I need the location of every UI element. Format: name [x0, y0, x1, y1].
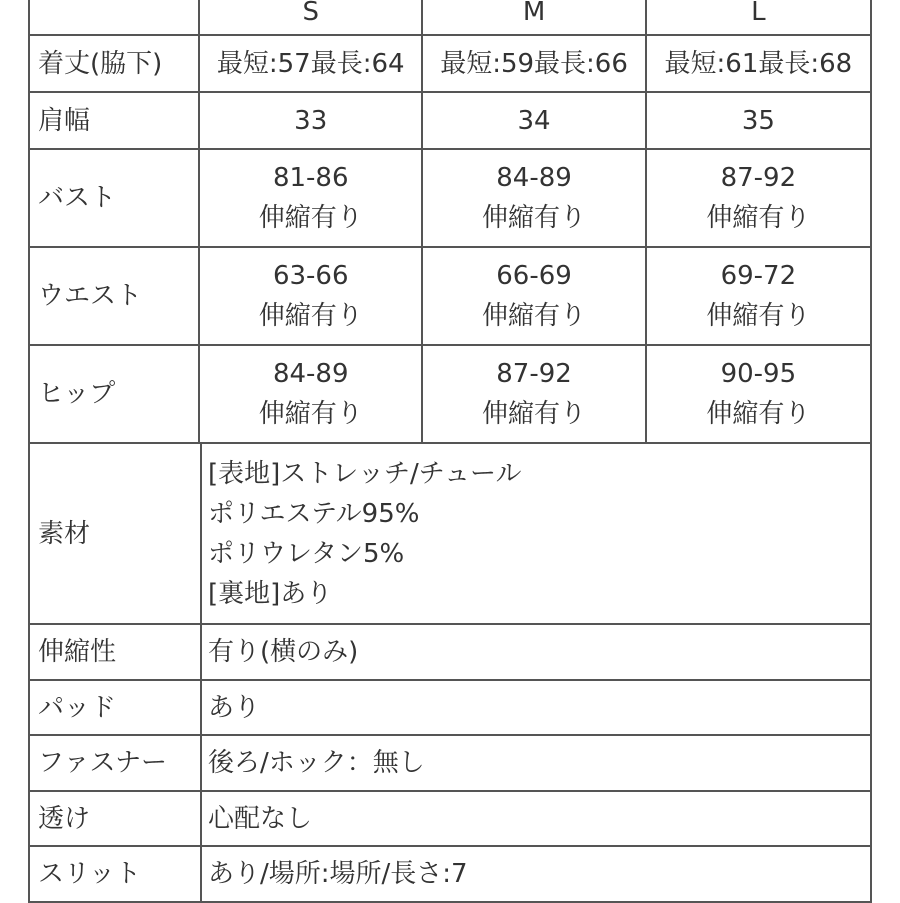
size-s-header: S: [200, 0, 423, 34]
hip-row: [28, 346, 872, 444]
fastener-row: [28, 736, 872, 792]
waist-row: [28, 248, 872, 346]
bust-s-value: 81-86: [272, 163, 349, 193]
bust-s: [200, 150, 423, 246]
waist-s: [200, 248, 423, 344]
bust-m-note: 伸縮有り: [482, 203, 587, 233]
hip-m-note: 伸縮有り: [482, 399, 587, 429]
hip-s: [200, 346, 423, 442]
stretch-value: 有り(横のみ): [208, 637, 359, 667]
header-empty-cell: [30, 0, 200, 34]
sheer-label: 透け: [30, 792, 202, 845]
material-line-4: [裏地]あり: [208, 578, 333, 609]
slit-label: スリット: [30, 847, 202, 901]
hip-s-value: 84-89: [272, 359, 349, 389]
shoulder-l: 35: [741, 105, 775, 136]
slit-value: あり/場所:場所/長さ:7: [208, 859, 468, 889]
waist-m-value: 66-69: [496, 261, 572, 291]
bust-label: バスト: [30, 150, 200, 246]
bust-l-note: 伸縮有り: [706, 203, 811, 233]
size-table: [28, 0, 872, 903]
waist-s-note: 伸縮有り: [258, 301, 363, 331]
shoulder-row: [28, 93, 872, 150]
waist-m-note: 伸縮有り: [482, 301, 587, 331]
bust-l: [647, 150, 870, 246]
waist-m: [423, 248, 646, 344]
waist-l: [647, 248, 870, 344]
waist-l-note: 伸縮有り: [706, 301, 811, 331]
bust-m-value: 84-89: [496, 163, 572, 193]
material-line-2: ポリエステル95%: [208, 498, 420, 529]
waist-s-value: 63-66: [272, 261, 349, 291]
length-l: 最短:61最長:68: [664, 48, 853, 79]
size-l-header: L: [751, 0, 766, 27]
length-m: 最短:59最長:66: [423, 36, 646, 91]
length-s: 最短:57最長:64: [200, 36, 423, 91]
sheer-row: [28, 792, 872, 847]
hip-label: ヒップ: [30, 346, 200, 442]
hip-m: [423, 346, 646, 442]
hip-l: [647, 346, 870, 442]
hip-l-value: 90-95: [720, 359, 797, 389]
size-header-row: [28, 0, 872, 36]
material-line-1: [表地]ストレッチ/チュール: [208, 458, 522, 489]
pad-row: [28, 681, 872, 736]
pad-label: パッド: [30, 681, 202, 734]
waist-label: ウエスト: [30, 248, 200, 344]
hip-l-note: 伸縮有り: [706, 399, 811, 429]
bust-row: [28, 150, 872, 248]
hip-s-note: 伸縮有り: [258, 399, 363, 429]
stretch-row: [28, 625, 872, 681]
bust-m: [423, 150, 646, 246]
waist-l-value: 69-72: [720, 261, 797, 291]
size-m-header: M: [423, 0, 646, 34]
slit-row: [28, 847, 872, 903]
hip-m-value: 87-92: [496, 359, 572, 389]
material-line-3: ポリウレタン5%: [208, 538, 405, 569]
fastener-label: ファスナー: [30, 736, 202, 790]
shoulder-m: 34: [423, 93, 646, 148]
material-row: [28, 444, 872, 625]
material-label: 素材: [30, 444, 202, 623]
material-value: [202, 444, 870, 623]
length-row: [28, 36, 872, 93]
length-label: 着丈(脇下): [30, 36, 200, 91]
stretch-label: 伸縮性: [30, 625, 202, 679]
sheer-value: 心配なし: [208, 803, 313, 834]
shoulder-s: 33: [200, 93, 423, 148]
pad-value: あり: [208, 692, 261, 723]
bust-s-note: 伸縮有り: [258, 203, 363, 233]
shoulder-label: 肩幅: [30, 93, 200, 148]
fastener-value: 後ろ/ホック：無し: [208, 748, 425, 778]
bust-l-value: 87-92: [720, 163, 797, 193]
